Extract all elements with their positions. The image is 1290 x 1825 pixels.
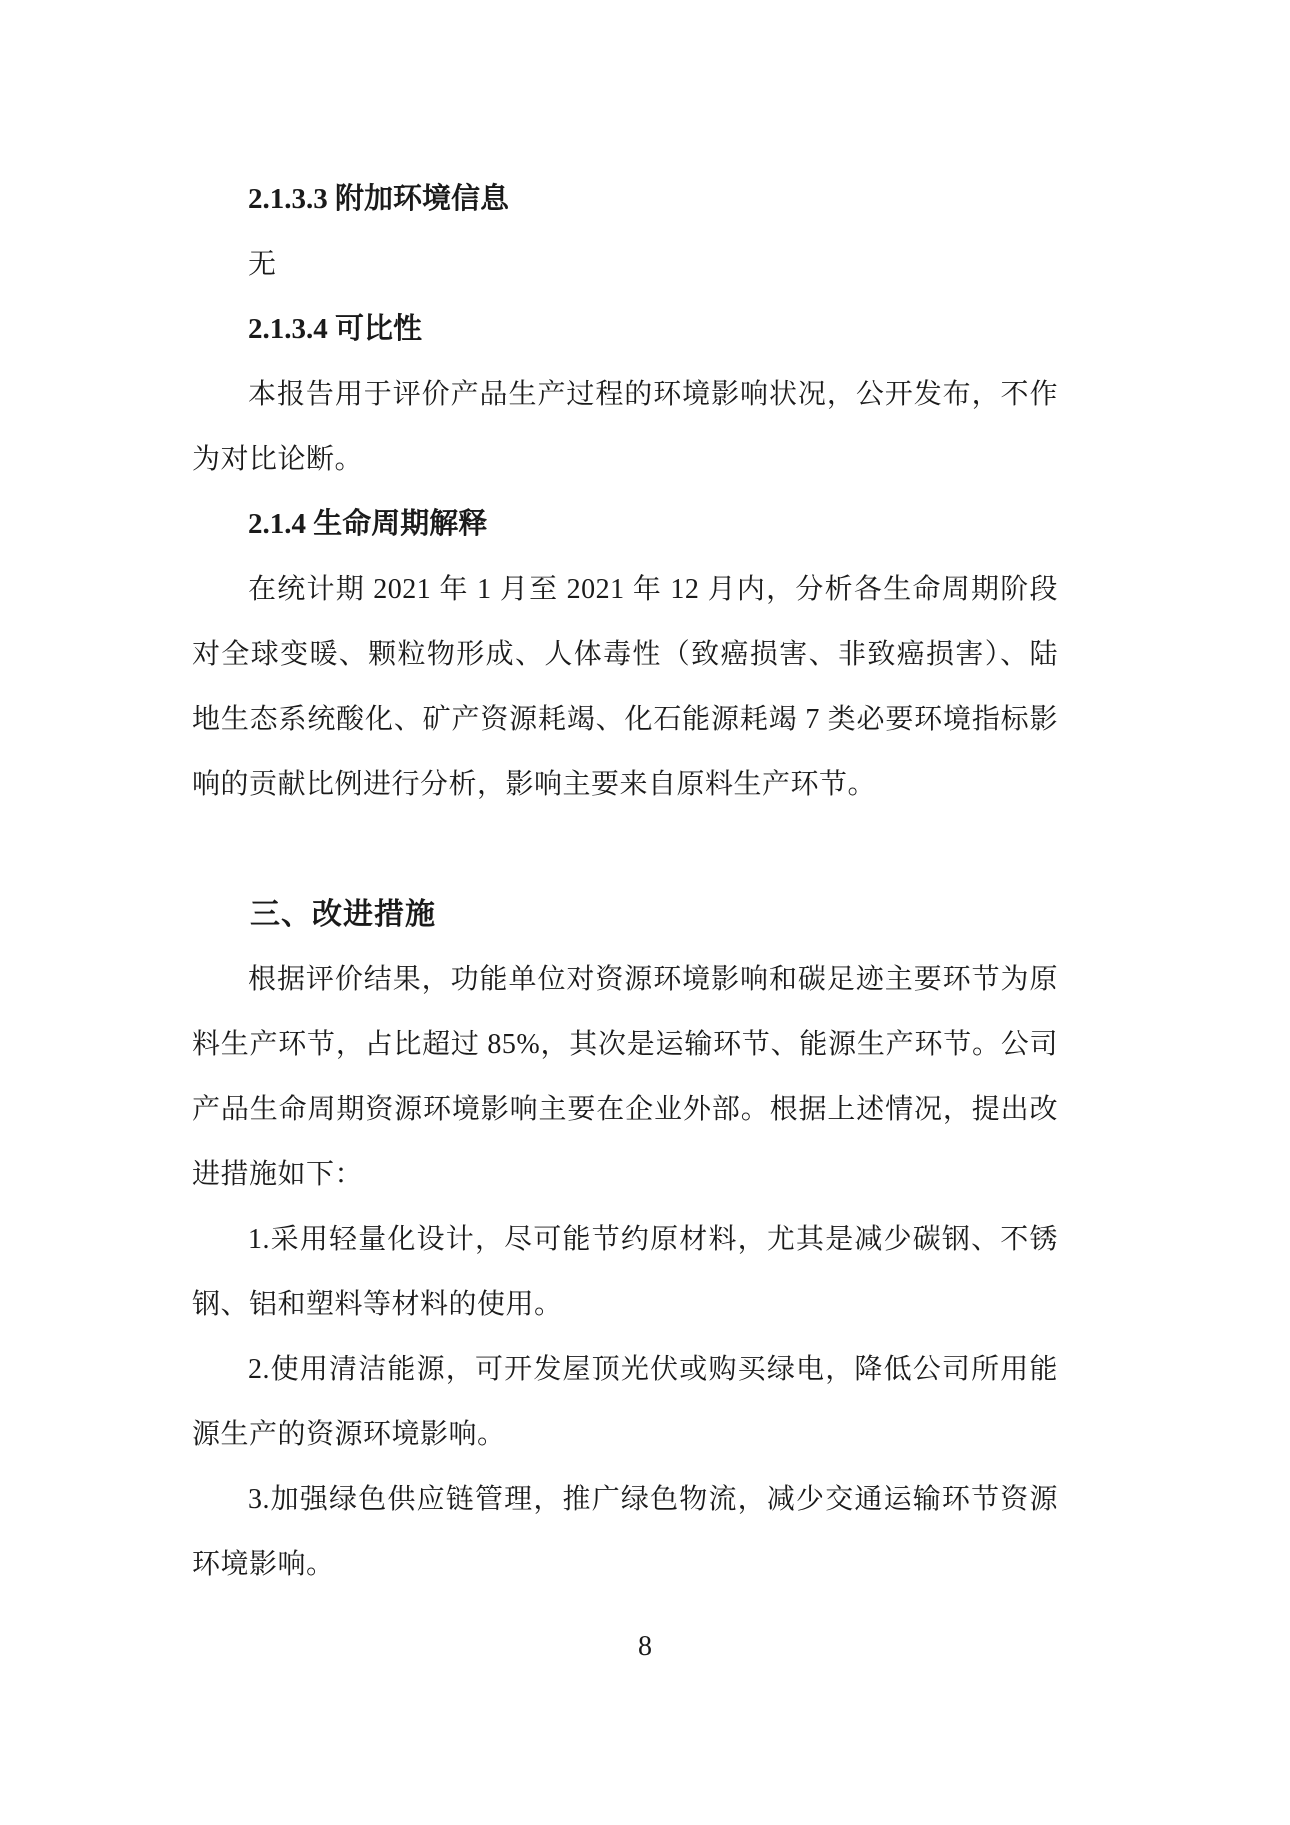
document-content: [192, 167, 1058, 1597]
heading: 三、改进措施: [250, 898, 436, 931]
heading: 2.1.3.4 可比性: [248, 313, 423, 345]
heading: 2.1.4 生命周期解释: [248, 508, 488, 540]
paragraph: [192, 362, 1058, 492]
page-number: 8: [638, 1631, 652, 1662]
paragraph: [192, 947, 1058, 1207]
paragraph-spacer: [192, 817, 1058, 882]
heading: 2.1.3.3 附加环境信息: [248, 183, 510, 215]
paragraph-line: 本报告用于评价产品生产过程的环境影响状况，公开发布，不作: [248, 379, 1058, 410]
paragraph-line: 根据评价结果，功能单位对资源环境影响和碳足迹主要环节为原: [248, 964, 1058, 995]
paragraph-line: 无: [248, 249, 277, 280]
paragraph-line: 钢、铝和塑料等材料的使用。: [192, 1289, 563, 1320]
paragraph-line: 产品生命周期资源环境影响主要在企业外部。根据上述情况，提出改: [192, 1094, 1058, 1125]
paragraph-line: 1.采用轻量化设计，尽可能节约原材料，尤其是减少碳钢、不锈: [248, 1224, 1058, 1255]
paragraph-line: 源生产的资源环境影响。: [192, 1419, 506, 1450]
paragraph: [192, 1467, 1058, 1597]
paragraph: [192, 1207, 1058, 1337]
paragraph: [192, 557, 1058, 817]
paragraph: [192, 232, 1058, 297]
paragraph-line: 料生产环节，占比超过 85%，其次是运输环节、能源生产环节。公司: [192, 1029, 1058, 1060]
paragraph-line: 为对比论断。: [192, 444, 364, 475]
paragraph-line: 对全球变暖、颗粒物形成、人体毒性（致癌损害、非致癌损害）、陆: [192, 639, 1058, 670]
paragraph-line: 在统计期 2021 年 1 月至 2021 年 12 月内，分析各生命周期阶段: [248, 574, 1058, 605]
paragraph-line: 进措施如下：: [192, 1159, 364, 1190]
paragraph: [192, 1337, 1058, 1467]
paragraph-line: 3.加强绿色供应链管理，推广绿色物流，减少交通运输环节资源: [248, 1484, 1058, 1515]
paragraph-line: 响的贡献比例进行分析，影响主要来自原料生产环节。: [192, 769, 877, 800]
paragraph-line: 地生态系统酸化、矿产资源耗竭、化石能源耗竭 7 类必要环境指标影: [192, 704, 1058, 735]
paragraph-line: 环境影响。: [192, 1549, 335, 1580]
paragraph-line: 2.使用清洁能源，可开发屋顶光伏或购买绿电，降低公司所用能: [248, 1354, 1058, 1385]
